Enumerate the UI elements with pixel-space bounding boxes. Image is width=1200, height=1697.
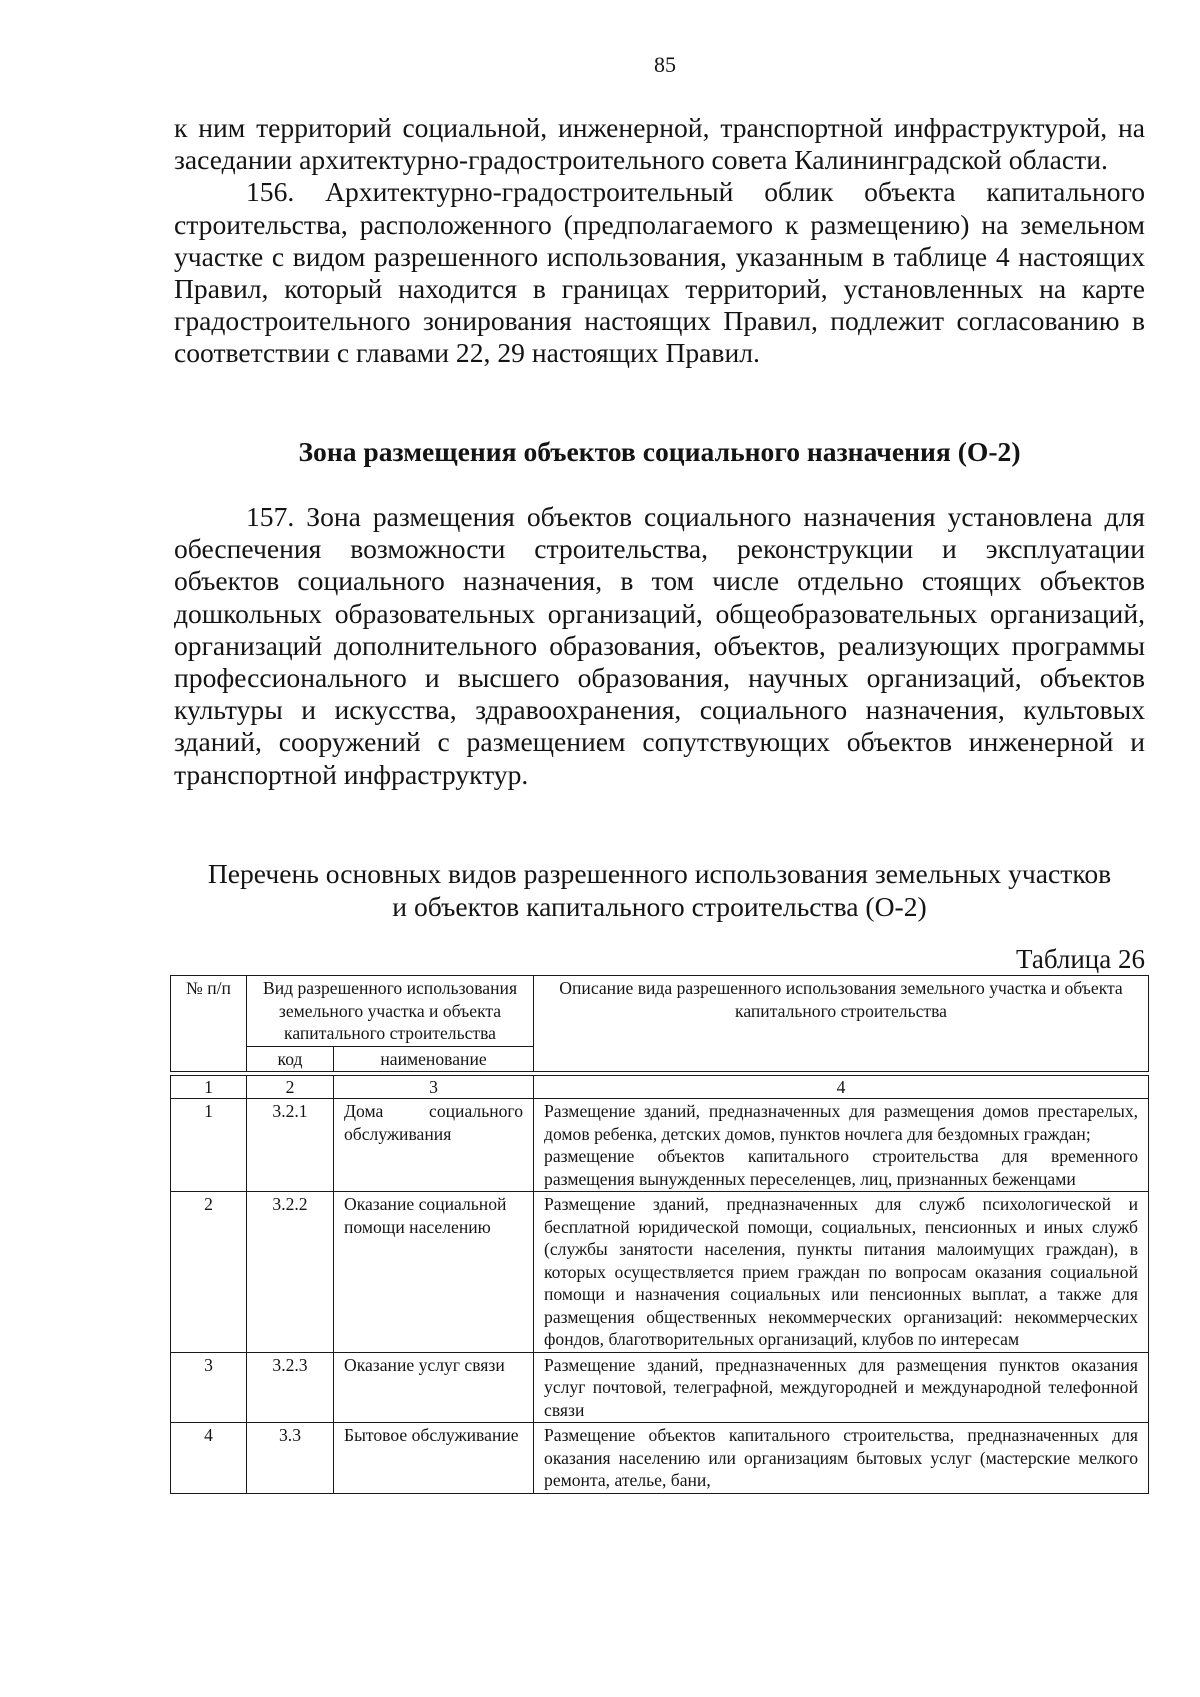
row-description-part: Размещение зданий, предназначенных для размещения домов престарелых, домов ребенка, детских домов, пунктов ночлега для бездомных граждан; [544, 1101, 1139, 1144]
header-number: № п/п [171, 976, 247, 1072]
column-number: 4 [534, 1076, 1149, 1099]
row-number: 4 [171, 1423, 247, 1494]
column-numbers-row [171, 1076, 1149, 1099]
column-number: 1 [171, 1076, 247, 1099]
row-code: 3.3 [247, 1423, 334, 1494]
table-row [171, 1192, 1149, 1353]
header-name: наименование [334, 1046, 534, 1072]
list-title-line-2: и объектов капитального строительства (О-2) [392, 890, 927, 922]
table-header-row [171, 976, 1149, 1047]
table-label: Таблица 26 [1016, 944, 1145, 974]
row-name: Оказание социальной помощи населению [334, 1192, 534, 1353]
list-title [174, 858, 1145, 923]
header-kind: Вид разрешенного использования земельного участка и объекта капитального строительства [247, 976, 534, 1047]
row-code: 3.2.1 [247, 1099, 334, 1192]
column-number: 2 [247, 1076, 334, 1099]
permitted-use-table [170, 975, 1149, 1494]
row-number: 3 [171, 1352, 247, 1423]
column-number: 3 [334, 1076, 534, 1099]
header-code: код [247, 1046, 334, 1072]
header-description: Описание вида разрешенного использования земельного участка и объекта капитального строительства [534, 976, 1149, 1072]
paragraph-157: 157. Зона размещения объектов социального назначения установлена для обеспечения возможности строительства, реконструкции и эксплуатации объектов социального назначения, в том числе отдельно стоящих объектов дошкольных образовательных организаций, общеобразовательных организаций, организаций дополнительного образования, объектов, реализующих программы профессионального и высшего образования, научных организаций, объектов культуры и искусства, здравоохранения, социального назначения, культовых зданий, сооружений с размещением сопутствующих объектов инженерной и транспортной инфраструктур. [174, 501, 1145, 790]
row-description: Размещение объектов капитального строительства, предназначенных для оказания населению или организациям бытовых услуг (мастерские мелкого ремонта, ателье, бани, [534, 1423, 1149, 1494]
row-code: 3.2.2 [247, 1192, 334, 1353]
row-description [534, 1099, 1149, 1192]
paragraph-156: 156. Архитектурно-градостроительный облик объекта капитального строительства, расположенного (предполагаемого к размещению) на земельном участке с видом разрешенного использования, указанным в таблице 4 настоящих Правил, который находится в границах территорий, установленных на карте градостроительного зонирования настоящих Правил, подлежит согласованию в соответствии с главами 22, 29 настоящих Правил. [174, 176, 1145, 369]
list-title-line-1: Перечень основных видов разрешенного использования земельных участков [207, 858, 1112, 889]
row-name: Бытовое обслуживание [334, 1423, 534, 1494]
row-name: Дома социального обслуживания [334, 1099, 534, 1192]
row-description: Размещение зданий, предназначенных для служб психологической и бесплатной юридической помощи, социальных, пенсионных и иных служб (службы занятости населения, пункты питания малоимущих граждан), в которых осуществляется прием граждан по вопросам оказания социальной помощи и назначения социальных или пенсионных выплат, а также для размещения общественных некоммерческих организаций: некоммерческих фондов, благотворительных организаций, клубов по интересам [534, 1192, 1149, 1353]
row-description: Размещение зданий, предназначенных для размещения пунктов оказания услуг почтовой, телеграфной, междугородней и международной телефонной связи [534, 1352, 1149, 1423]
table-row [171, 1423, 1149, 1494]
page-number: 85 [654, 52, 676, 77]
row-number: 2 [171, 1192, 247, 1353]
table-row [171, 1352, 1149, 1423]
row-number: 1 [171, 1099, 247, 1192]
row-description-part: размещение объектов капитального строительства для временного размещения вынужденных переселенцев, лиц, признанных беженцами [544, 1146, 1139, 1189]
table-row [171, 1099, 1149, 1192]
row-name: Оказание услуг связи [334, 1352, 534, 1423]
zone-heading: Зона размещения объектов социального назначения (О-2) [298, 436, 1021, 467]
body-text [174, 112, 1145, 370]
row-code: 3.2.3 [247, 1352, 334, 1423]
paragraph-continuation: к ним территорий социальной, инженерной, транспортной инфраструктурой, на заседании архитектурно-градостроительного совета Калининградской области. [174, 112, 1145, 176]
